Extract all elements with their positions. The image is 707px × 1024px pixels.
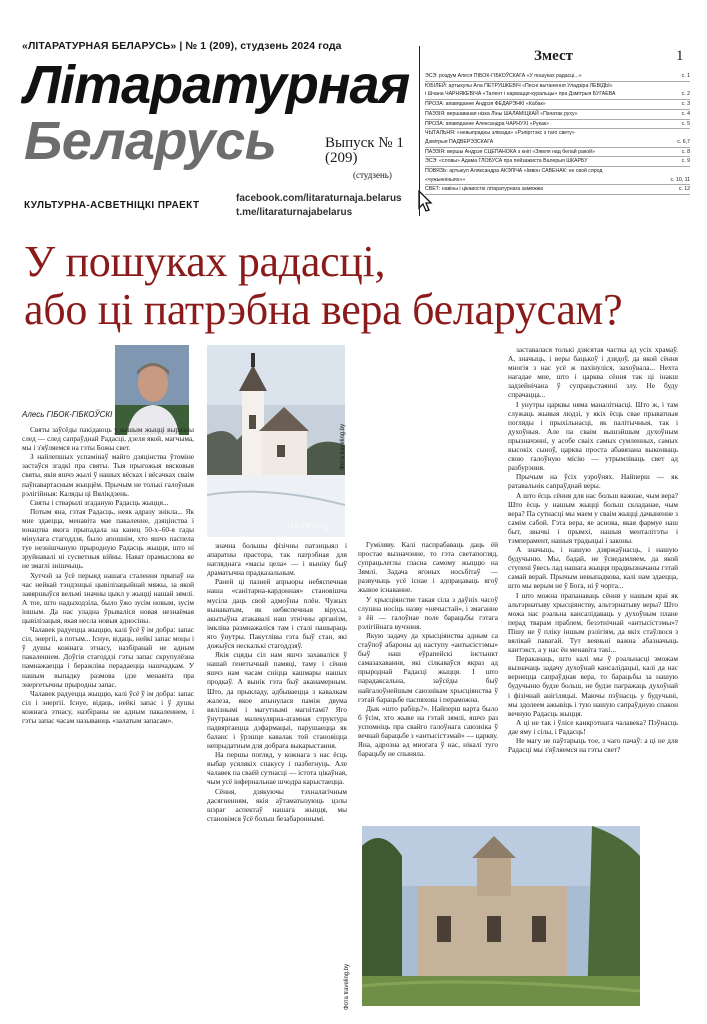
issue-num-paren: (209) [325,150,358,166]
article-paragraph: Сёння, дзякуючы тэхналагічным дасягненням, якія аўтаматызуюць цэлы шэраг аспектаў нашага жыцця, мы становімся ўсё больш безабароннымі. [207,786,347,823]
toc-item [425,120,690,130]
author-name: Алесь ГІБОК-ГІБКОЎСКІ [22,410,113,419]
article-paragraph: І што можна прапанаваць сёння у нашым краі як альтэрнатыву хрысціянству, альтэрнатыву веры? Што можа нас рэальна кансалідаваць у духоўным плане перад тварам праблем, безэтнічнай «антысістэмы»? Пішу не ў пліку іншым рэлігіям, да якіх стаўлюся з вялікай павагай. Тут веяньні важна абазначыць кантэкст, а у нас ён менавіта такі... [508,590,678,655]
church-photo [207,345,345,537]
social-links [236,192,402,220]
article-paragraph: Святы і стварылі згаданую Радасць жыцця... [30,497,169,507]
toc-item-page: c. 4 [681,110,690,117]
article-paragraph: Прычым на ўсіх узроўнях. Найперш — як ратавальнік сапраўднай веры. [508,472,678,491]
toc-item-text: «чужынніныях»» [425,176,466,183]
article-paragraph: Потым яна, гэтая Радасць, неяк адразу знікла... Як мне здаецца, менавіта мае пакаленне, дзяцінства і юнацтва якога прыпадала на канец 50-х–60-я гады мінулага стагоддзя, было апошнім, хто яшчэ паспела туе незнішчаную прыродную Радасць жыцця, што ні зруйнавалі ні сусветныя війны. Нават прамыслова яе не змаглі знішчыць. [22,506,194,571]
toc-list [425,72,690,195]
photo-credit-2: Фота traveling.by [344,963,350,1010]
watermark: traveling [287,520,331,530]
toc-item-page: c. 8 [681,148,690,155]
toc-item [425,148,690,158]
headline [24,238,622,334]
toc-item-text: ПАЭЗІЯ: вершаваная нізка Ліны ШАЛАМІЦКАЙ «Пачатак руху» [425,110,578,117]
author-photo [115,345,189,435]
article-paragraph: Гуміляву. Калі паспрабаваць даць ёй простае вызначэнне, то гэта светапогляд, супрацьлеглы гласна самому жыццю на Зямлі. Задача ягоных носьбітаў — развучыць усё існае і адпрацаваць ягоў жывое існаванне. [358,540,498,595]
article-paragraph: Хутчэй за ўсё перыяд нашага сталення прыпаў на час нейкай тэндэнцыі цывілізацыйнай мяжы, за якой завяршыўся вельмі значны цыкл у жыцці нашай зямлі. А тое, што надыходзіла, было ўжо зусім новым, зусім іншым. Да нас уладна ўрываліся новая незнаёмая цывілізацыя, якая неслa новыя адносіны. [22,570,194,625]
toc-item-page: c. 1 [681,73,690,79]
article-paragraph: На першы погляд, у кожнага з нас ёсць выбар усялякіх спакусу і пазбегнуць. Але чалавек па сваёй сутнасці — істота цікаўная, чым усё інфернальнае шчодра карыстаецца. [207,750,347,787]
toc-item [425,82,690,91]
article-column-1 [22,425,194,1015]
toc-item-text: ЮБІЛЕЙ: артыкулы Ала ПЕТРУШКЕВІЧ «Песні вытанення Уладзіра ЛЕВІДЫ» [425,82,613,89]
article-paragraph: А ці не так і ўлісе канкрэтнага чалавека? Пэўнасць дае яму і сілы, і Радасць! [508,717,678,736]
telegram-link[interactable]: t.me/litaraturnajabelarus [236,207,353,218]
article-paragraph: Не магу не паўтарыць тое, з чаго пачаў: а ці не для Радасці мы з'яўляемся на гэты свет? [508,736,678,755]
toc-item-text: СВЕТ: навіны і цікавосткі літаратурнага замежжа [425,186,544,193]
toc-item-page: c. 12 [678,186,690,193]
article-column-3 [358,540,498,818]
article-paragraph: Пераканаць, што калі мы ў рэальнасці зможам вызначаць задачу духоўнай кансалідацыі, калі да нас вернецца сапраўдная вера, то барацьбы за нашую будучыню будзе больш, не будзе пагражаць духоўнай і фізічнай анігіляцыі. Маючы пэўнасць у будучыні, мы здолеем ажывіць і тую нашую сапраўдную спакон вечную Радасць жыцця. [508,654,678,718]
toc-item-text: ЭСЭ: роздум Алеся ПІБОК-ГІБКОЎСКАГА «У пошуках радасці...» [425,73,582,79]
article-paragraph: Раней ці пазней апрыоры небяспечная наша «санітарна-кардонная» становішча мусіла даць свой адмоўны плён. Чужых вынаватым, як небяспечныя вірусы, акытыўна атакавалі наш этнічны арганізм, імклівa размнажаліся там і сталі пашыраць яго ўнутры. Пакутлівы гэта быў стан, які дожыўся нескалькі стагоддзяў. [207,577,347,651]
headline-line-2: або ці патрэбна вера беларусам? [24,285,623,334]
toc-item [425,176,690,186]
toc-item-page: c. 2 [681,91,690,98]
toc-item-text: ЧЫТАЛЬНЯ: «невыпрадны элімэда» «Рэліргтэкс з таго свету» [425,130,575,137]
ruin-photo [362,826,640,1006]
toc-item-text: ПРОЗА: апавяданне Александра ЧАРНУХІ «Рукак» [425,120,550,127]
article-paragraph: Чалавек радуецца жыццю, калі ўсё ў ім добра: запас сіл, энергіі, а потым... Існуе, відаць, нейкі запас моцы і ў душы кожнага этнасу, назбіранай не адным пакаленнем. Доўгія стагоддзі гэты запас скрупулёзна памнажаецца і беражліва перадаецца нашчадкам. У нашым выпадку размова ідзе менавіта пра энергетычны прыродны запас. [22,625,194,689]
toc-item [425,157,690,167]
toc-item-text: ПОВЯЗЬ: артыкул Аляксандра АКЭЛІЧА «Імвон САВЕНАК: не свой сярод [425,168,603,175]
facebook-link[interactable]: facebook.com/litaraturnaja.belarus [236,193,402,204]
page-number: 1 [676,48,684,64]
logo-line-2: Беларусь [24,111,277,171]
toc-item-text: ПАЭЗІЯ: вершы Андрэя СЦЕПАНОКА з кнігі «Зямля над белай ракой» [425,148,595,155]
headline-line-1: У пошуках радасці, [24,237,386,286]
toc-item [425,90,690,100]
article-paragraph: У хрысціянстве такая сіла з даўніх часоў слушна носіць назву «нячыстай», і змаганне з ёй — галоўнае поле барацьбы гэтага рэлігійнага вучэння. [358,594,498,631]
toc-item [425,100,690,110]
article-paragraph: значна большы фізічны патэнцыял і апаратны прастора, так патрэбная для нагляднага «масы цела» — і выніку быў драматычна прадказальным. [207,541,347,578]
toc-item [425,129,690,138]
toc-item-page: c. 6,7 [677,138,690,145]
article-paragraph: І унутры царквы няма маналітнасці. Што ж, і там служаць жывыя людзі, у якіх ёсць свае прыватныя погляды і прыхільнасці, як палітычныя, так і духоўныя. Але па сваім вышэйшым духоўным прызначэнні, у асобе сваіх самых сумленных, самых высокіх сыноў, царква проста абавязана выконваць свою галоўную місію — утрымліваць свет ад разбурэння. [508,399,678,473]
article-paragraph: А што ёсць сёння для нас больш важнае, чым вера? Што ёсць у нашым жыцці больш складанае, чым вера? Па сутнасці мы маем у сваім жыцці дачыненне з самім сабой. Гэта вера, яе аснова, якая фармуе наш быт, звычкі і прымхі, нашыя менталітэты і тэмперамент, нашыя традыцыі і законы. [508,490,678,545]
article-paragraph: заставалася толькі дзясятая частка ад усіх храмаў. А, значыць, і веры бацькоў і дзядоў, да якой сёння многія з нас усё ж пахінуліся, захоўвала... Нехта нагадае мне, што і царква сёння так ці інакш задзейнічана ў супрацьстаянні злу. Не буду спрачацца... [508,345,678,400]
toc-item-page: c. 3 [681,101,690,108]
issue-month: (студзень) [353,170,392,180]
issue-label [325,136,404,183]
toc-item [425,138,690,148]
toc-item [425,72,690,82]
project-label: КУЛЬТУРНА-АСВЕТНІЦКІ ПРАЕКТ [24,200,200,211]
toc-item-text: ЭСЭ: «словы» Адама ГЛОБУСА пра пейзажиста Валерыя ШКАРБУ [425,158,588,165]
toc-item [425,185,690,195]
article-paragraph: Якую задачу да хрысціянства адным са стаўпоў абароны ад наступу «антысістэмы» быў наш еўрапейскі інстынкт самазахавання, які сілкаваўся якраз ад прыроднай Радасці жыцця. І што парадаксальна, заўсёды быў найгалоўнейшым саюзнікам хрысціянства ў гэтай барацьбе паспяхова і пераможна. [358,630,498,704]
article-paragraph: Святы заўсёды пакідаюць у нашым жыцці вырaзны след — след сапраўднай Радасці, дзеля якой, магчыма, мы і з'яўляемся на гэты Божы свет. [22,425,194,453]
issue-number: Выпуск № 1 [325,135,404,151]
article-column-2 [207,541,347,1015]
toc-item-page: c. 9 [681,158,690,165]
article-paragraph: А значыць, і нашую дзяржаўнасць, і нашую будучыню. Мы, бадай, не ўсведамляем, да якой ступені ўвесь лад нашага жыцця прадвызначаны гэтай самай верай. Прычым невыпадкова, калі нам здаецца, што мы верым не ў Бога, ні ў чорта... [508,545,678,591]
article-paragraph: Якія сцяды сіл нам яшчэ захаваліся ў нашай генетычнай памяці, таму і сёння яшчэ нам часам сніцца кашмары нашых продкаў. А вынік гэта быў аканамерным. Што, да прыкладу, адбываецца з кавалкам жалеза, якое апынулася паміж двума вялізнымі і магутнымі магнітамі? Яго ўнутраная малекулярна-атамная структура падвяргаецца дэфармацыі, парушаецца як баланс і ўрэшце кавалак той становіцца непрыдатным для добрага выкарыстання. [207,650,347,751]
toc-item-text: ПРОЗА: апавяданне Андрэя ФЕДАРЭНКІ «Кабак» [425,101,546,108]
header-divider [419,46,420,216]
toc-item [425,110,690,120]
toc-item-text: Дзмітрыя ПАДВЕРЭЗСКАГА [425,138,494,145]
article-paragraph: Чалавек радуецца жыццю, калі ўсё ў ім добра: запас сіл і энергіі. Існуе, відаць, нейкі запас і ў душы кожнага этнасу, назбіраны не адным пакаленнем, і гэты запас часам называюць «залатым запасам». [22,688,194,725]
article-paragraph: Дык «што рабіць?». Найперш варта было б ўсім, хто жыве на гэтай зямлі, яшчэ раз успомніць пра свайго галоўнага саюзніка ў вечнай барацьбе з «антысістэмай» — царкву. Яна, адрозна ад многага ў нас, нікалі туго барацьбу не спыняла. [358,703,498,759]
toc-title: Змест [534,48,574,64]
article-column-4 [508,345,678,825]
toc-item-page: c. 10, 11 [670,176,690,183]
masthead-line: «ЛІТАРАТУРНАЯ БЕЛАРУСЬ» | № 1 (209), студзень 2024 года [22,40,342,52]
toc-item-text: і Шчана ЧАРНЯКЕВІЧА «Талент і нарвацця-куральцы» пра Дзмітрыя БУГАЕВА [425,91,616,98]
photo-credit-1: Фота traveling.by [340,423,346,470]
toc-item [425,167,690,176]
logo-line-1: Літаратурная [24,55,410,115]
article-paragraph: З найлепшых успамінаў майго дзяцінства ўтоміне застаўся згадкі пра святы. Тыя прыгожыя вясковыя святы, якія яшчэ жылі ў нашых вёсках і вёсачках сваім паўнавартасным жыццём. Прычым не толькі галоўныя рэлігійныя: Каляды ці Вялікдзень. [22,452,194,498]
toc-item-page: c. 5 [681,120,690,127]
